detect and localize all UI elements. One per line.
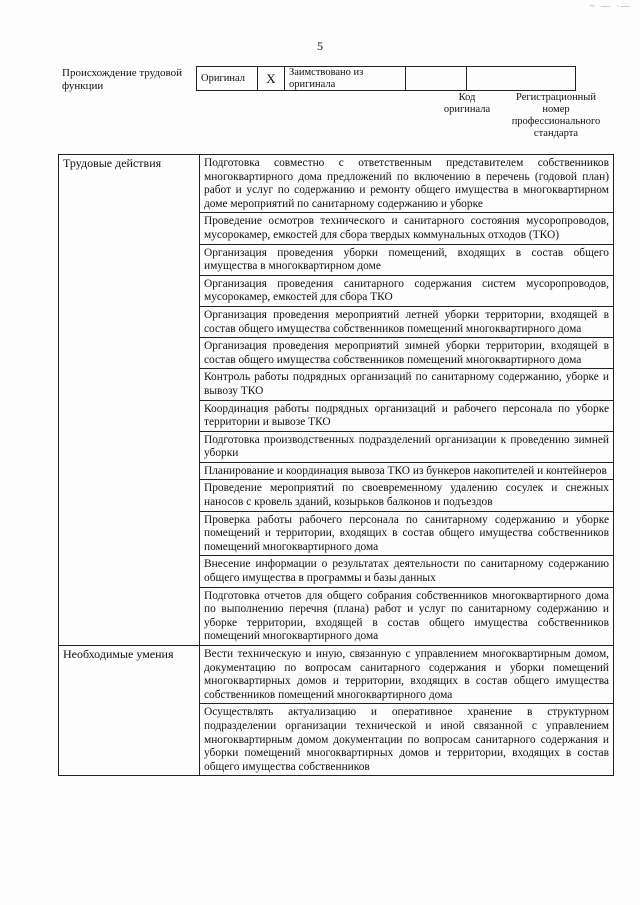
table-row: [59, 646, 614, 704]
registration-number-label: Регистрационный номер профессионального стандарта: [511, 92, 601, 139]
item-cell: Организация проведения мероприятий летней уборки территории, входящей в состав общего имущества собственников помещений многоквартирного дома: [200, 306, 614, 337]
category-cell: Трудовые действия: [59, 155, 200, 646]
item-cell: Организация проведения мероприятий зимней уборки территории, входящей в состав общего имущества собственников помещений многоквартирного дома: [200, 338, 614, 369]
item-cell: Подготовка производственных подразделений организации к проведению зимней уборки: [200, 431, 614, 462]
item-cell: Проведение осмотров технического и санитарного состояния мусоропроводов, мусорокамер, емкостей для сбора твердых коммунальных отходов (ТКО): [200, 213, 614, 244]
original-cell: Оригинал: [197, 67, 258, 91]
code-original-label: Код оригинала: [443, 92, 491, 115]
item-cell: Координация работы подрядных организаций и рабочего персонала по уборке территории и вывозе ТКО: [200, 400, 614, 431]
item-cell: Подготовка отчетов для общего собрания собственников многоквартирного дома по выполнению перечня (плана) работ и услуг по санитарному содержанию и уборке территории, входящей в состав общего имущества собственников помещений многоквартирного дома: [200, 587, 614, 645]
table-row: [59, 155, 614, 213]
page-bottom-edge: [0, 888, 640, 905]
borrowed-cell: Заимствовано из оригинала: [285, 67, 406, 91]
item-cell: Организация проведения уборки помещений, входящих в состав общего имущества в многоквартирном доме: [200, 244, 614, 275]
original-mark: X: [258, 67, 285, 91]
origin-label: Происхождение трудовой функции: [62, 67, 183, 92]
page-number: 5: [317, 39, 323, 53]
item-cell: Внесение информации о результатах деятельности по санитарному содержанию общего имущества в программы и базы данных: [200, 556, 614, 587]
item-cell: Проверка работы рабочего персонала по санитарному содержанию и уборке помещений и территории, входящих в состав общего имущества собственников помещений многоквартирного дома: [200, 511, 614, 556]
origin-table: [196, 66, 576, 91]
reg-number-cell: [467, 67, 576, 91]
item-cell: Проведение мероприятий по своевременному удалению сосулек и снежных наносов с кровель зданий, козырьков балконов и подъездов: [200, 480, 614, 511]
category-cell: Необходимые умения: [59, 646, 200, 776]
scan-artifact-mark: ~ — ·—: [589, 1, 632, 11]
item-cell: Осуществлять актуализацию и оперативное хранение в структурном подразделении организации технической и иной связанной с управлением многоквартирным домом документации по вопросам санитарного содержания и уборки помещений многоквартирных домов и территории, входящих в состав общего имущества собственников: [200, 704, 614, 776]
functions-table: [58, 154, 614, 776]
item-cell: Подготовка совместно с ответственным представителем собственников многоквартирного дома предложений по включению в перечень (годовой план) работ и услуг по содержанию и ремонту общего имущества в многоквартирном доме мероприятий по санитарному содержанию и уборке: [200, 155, 614, 213]
item-cell: Планирование и координация вывоза ТКО из бункеров накопителей и контейнеров: [200, 462, 614, 480]
code-cell: [406, 67, 467, 91]
item-cell: Вести техническую и иную, связанную с управлением многоквартирным домом, документацию по вопросам санитарного содержания и уборки помещений многоквартирных домов и территории, входящих в состав общего имущества собственников помещений многоквартирного дома: [200, 646, 614, 704]
item-cell: Контроль работы подрядных организаций по санитарному содержанию, уборке и вывозу ТКО: [200, 369, 614, 400]
item-cell: Организация проведения санитарного содержания систем мусоропроводов, мусорокамер, емкостей для сбора ТКО: [200, 275, 614, 306]
